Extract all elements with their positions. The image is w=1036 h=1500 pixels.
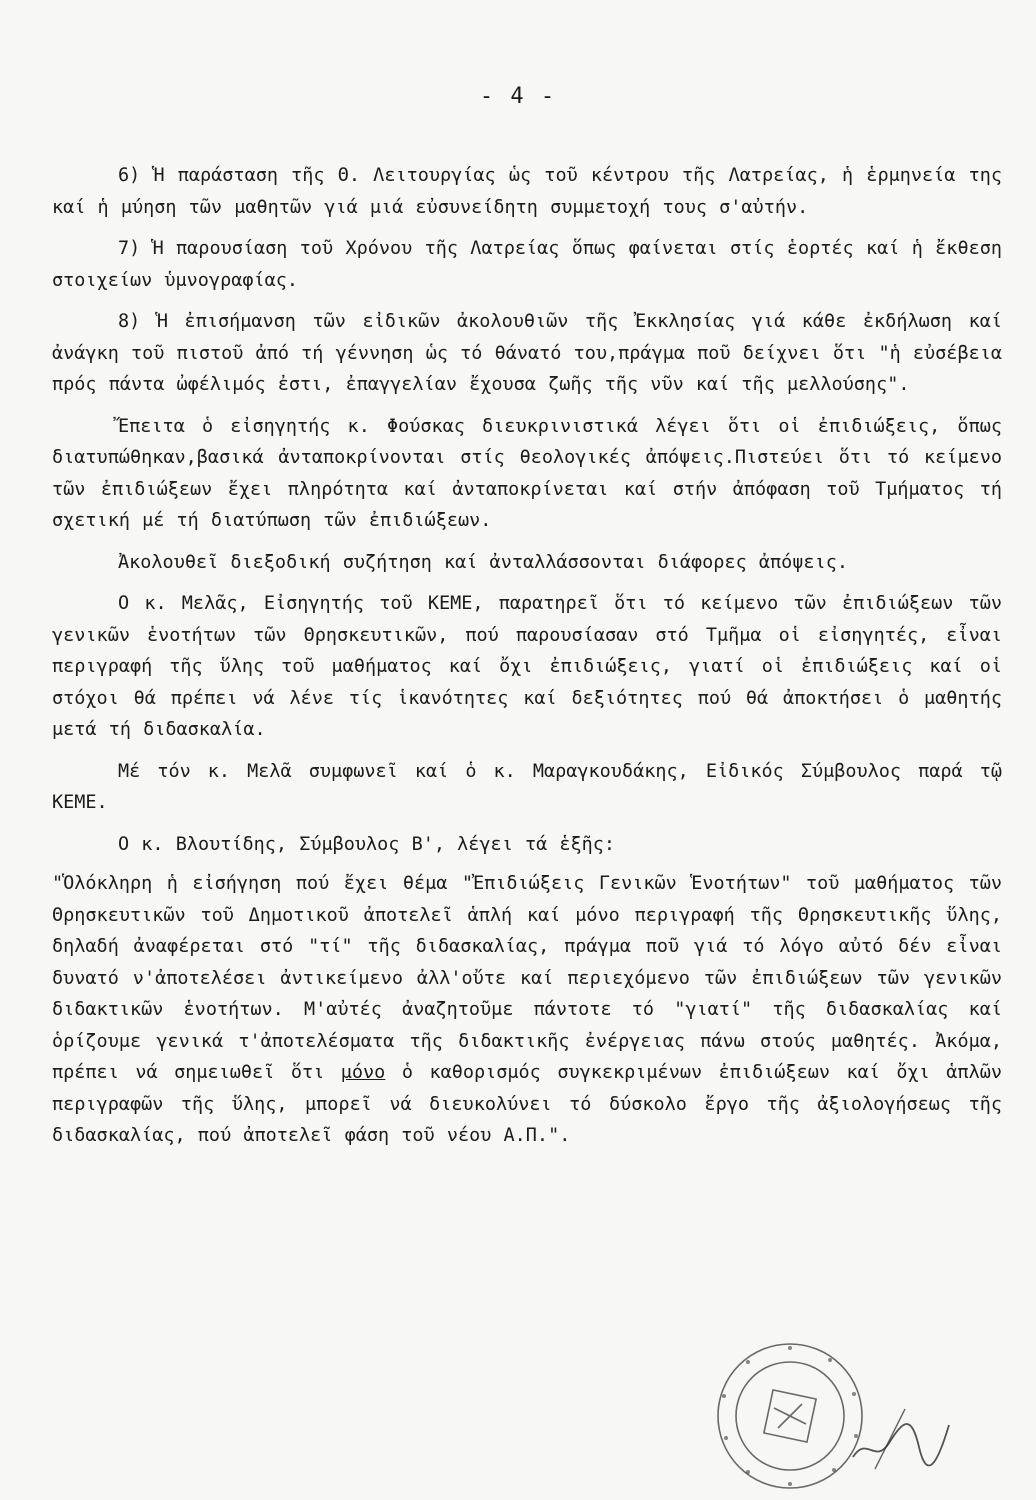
- paragraph-melas-remark: Ο κ. Μελᾶς, Εἰσηγητής τοῦ ΚΕΜΕ, παρατηρεῖ ὅτι τό κείμενο τῶν ἐπιδιώξεων τῶν γενικῶν ἑνοτήτων τῶν Θρησκευτικῶν, πού παρουσίασαν στό Τμῆμα οἱ εἰσηγητές, εἶναι περιγραφή τῆς ὕλης τοῦ μαθήματος καί ὄχι ἐπιδιώξεις, γιατί οἱ ἐπιδιώξεις καί οἱ στόχοι θά πρέπει νά λένε τίς ἱκανότητες καί δεξιότητες πού θά ἀποκτήσει ὁ μαθητής μετά τή διδασκαλία.: [52, 593, 1002, 740]
- quote-text-part-2: ὁ καθορισμός συγκεκριμένων ἐπιδιώξεων καί ὄχι ἁπλῶν περιγραφῶν τῆς ὕλης, μπορεῖ νά διευκολύνει τό δύσκολο ἔργο τῆς ἀξιολογήσεως τῆς διδασκαλίας, πού ἀποτελεῖ φάση τοῦ νέου Α.Π.".: [52, 1062, 1002, 1146]
- document-body: [52, 160, 1002, 1162]
- paragraph-maragkoudakis-agrees: Μέ τόν κ. Μελᾶ συμφωνεῖ καί ὁ κ. Μαραγκουδάκης, Εἰδικός Σύμβουλος παρά τῷ ΚΕΜΕ.: [52, 760, 1002, 813]
- quote-text-part-1: "Ὁλόκληρη ἡ εἰσήγηση πού ἔχει θέμα "Ἐπιδιώξεις Γενικῶν Ἑνοτήτων" τοῦ μαθήματος τῶν Θρησκευτικῶν τοῦ Δημοτικοῦ ἀποτελεῖ ἁπλή καί μόνο περιγραφή τῆς Θρησκευτικῆς ὕλης, δηλαδή ἀναφέρεται στό "τί" τῆς διδασκαλίας, πράγμα ποῦ γιά τό λόγο αὐτό δέν εἶναι δυνατό ν'ἀποτελέσει ἀντικείμενο ἀλλ'οὔτε καί περιεχόμενο τῶν ἐπιδιώξεων τῶν γενικῶν διδακτικῶν ἑνοτήτων. Μ'αὐτές ἀναζητοῦμε πάντοτε τό "γιατί" τῆς διδασκαλίας καί ὁρίζουμε γενικά τ'ἀποτελέσματα τῆς διδακτικῆς ἐνέργειας πάνω στούς μαθητές. Ἀκόμα, πρέπει νά σημειωθεῖ ὅτι: [52, 873, 1002, 1083]
- page-number: - 4 -: [479, 84, 557, 109]
- handwritten-signature: [845, 1395, 955, 1475]
- paragraph-vloutidis-intro: Ο κ. Βλουτίδης, Σύμβουλος Β', λέγει τά ἑξῆς:: [118, 833, 616, 855]
- paragraph-rapporteur-clarification: Ἔπειτα ὁ εἰσηγητής κ. Φούσκας διευκρινιστικά λέγει ὅτι οἱ ἐπιδιώξεις, ὅπως διατυπώθηκαν,βασικά ἀνταποκρίνονται στίς θεολογικές ἀπόψεις.Πιστεύει ὅτι τό κείμενο τῶν ἐπιδιώξεων ἔχει πληρότητα καί ἀνταποκρίνεται καί στήν ἀπόφαση τοῦ Τμήματος τή σχετική μέ τή διατύπωση τῶν ἐπιδιώξεων.: [52, 415, 1002, 531]
- paragraph-discussion: Ἀκολουθεῖ διεξοδική συζήτηση καί ἀνταλλάσσονται διάφορες ἀπόψεις.: [118, 551, 848, 573]
- paragraph-item-6: 6) Ἡ παράσταση τῆς Θ. Λειτουργίας ὡς τοῦ κέντρου τῆς Λατρείας, ἡ ἑρμηνεία της καί ἡ μύηση τῶν μαθητῶν γιά μιά εὐσυνείδητη συμμετοχή τους σ'αὐτήν.: [52, 165, 1002, 218]
- paragraph-item-7: 7) Ἡ παρουσίαση τοῦ Χρόνου τῆς Λατρείας ὅπως φαίνεται στίς ἑορτές καί ἡ ἔκθεση στοιχείων ὑμνογραφίας.: [52, 238, 1002, 291]
- quote-underlined-word: μόνο: [340, 1062, 386, 1083]
- vloutidis-quote: [52, 868, 1002, 1152]
- paragraph-item-8: 8) Ἡ ἐπισήμανση τῶν εἰδικῶν ἀκολουθιῶν τῆς Ἐκκλησίας γιά κάθε ἐκδήλωση καί ἀνάγκη τοῦ πιστοῦ ἀπό τή γέννηση ὡς τό θάνατό του,πράγμα ποῦ δείχνει ὅτι "ἡ εὐσέβεια πρός πάντα ὠφέλιμός ἐστι, ἐπαγγελίαν ἔχουσα ζωῆς τῆς νῦν καί τῆς μελλούσης".: [52, 311, 1002, 395]
